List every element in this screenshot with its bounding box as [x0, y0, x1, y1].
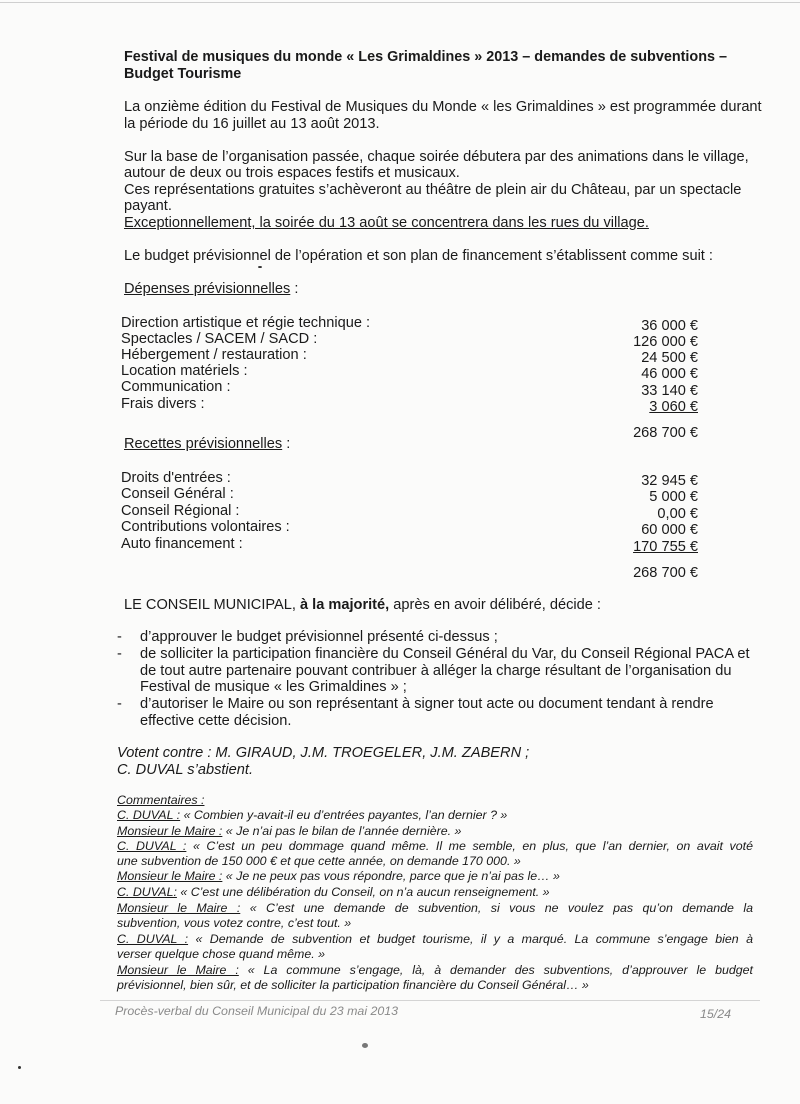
revenue-label: Auto financement : — [121, 536, 243, 552]
list-item-cont: de tout autre partenaire pouvant contribuer à alléger la charge résultant de l’organisation du — [140, 663, 732, 679]
intro-line: La onzième édition du Festival de Musiques du Monde « les Grimaldines » est programmée durant — [124, 99, 762, 115]
comment-entry-cont: une subvention de 150 000 € et que cette année, on demande 170 000. » — [117, 854, 521, 868]
revenue-value: 5 000 € — [649, 489, 698, 505]
comment-entry: C. DUVAL : « C’est un peu dommage quand même. Il me semble, en plus, que l’an dernier, on avait voté — [117, 839, 753, 853]
expenses-heading: Dépenses prévisionnelles : — [124, 281, 299, 297]
comment-entry-cont: prévisionnel, bien sûr, et de solliciter la participation financière du Conseil Général… » — [117, 978, 589, 992]
comment-entry: Monsieur le Maire : « Je n’ai pas le bilan de l’année dernière. » — [117, 824, 462, 838]
revenue-label: Droits d'entrées : — [121, 470, 231, 486]
expense-label: Location matériels : — [121, 363, 248, 379]
revenue-label: Contributions volontaires : — [121, 519, 290, 535]
list-item: d’autoriser le Maire ou son représentant à signer tout acte ou document tendant à rendre — [140, 696, 714, 712]
revenue-value: 0,00 € — [657, 506, 698, 522]
revenue-value: 170 755 € — [633, 539, 698, 555]
organisation-highlight: Exceptionnellement, la soirée du 13 août se concentrera dans les rues du village. — [124, 215, 649, 231]
list-bullet: - — [117, 696, 122, 712]
expense-label: Frais divers : — [121, 396, 205, 412]
list-item: de solliciter la participation financière du Conseil Général du Var, du Conseil Régional PACA et — [140, 646, 750, 662]
comment-entry-cont: subvention, vous votez contre, c’est tout. » — [117, 916, 352, 930]
expenses-total: 268 700 € — [633, 425, 698, 441]
list-bullet: - — [117, 646, 122, 662]
list-item: d’approuver le budget prévisionnel présenté ci-dessus ; — [140, 629, 498, 645]
comment-entry: C. DUVAL: « C’est une délibération du Conseil, on n’a aucun renseignement. » — [117, 885, 550, 899]
scan-edge-line — [0, 2, 800, 3]
expense-label: Direction artistique et régie technique : — [121, 315, 371, 331]
comments-heading: Commentaires : — [117, 793, 205, 807]
vote-result: Votent contre : M. GIRAUD, J.M. TROEGELER, J.M. ZABERN ; — [117, 745, 530, 761]
expense-value: 3 060 € — [649, 399, 698, 415]
revenue-value: 60 000 € — [641, 522, 698, 538]
council-decision: LE CONSEIL MUNICIPAL, à la majorité, après en avoir délibéré, décide : — [124, 597, 601, 613]
budget-intro: Le budget prévisionnel de l’opération et son plan de financement s’établissent comme suit : — [124, 248, 713, 264]
revenues-heading: Recettes prévisionnelles : — [124, 436, 291, 452]
document-title-cont: Budget Tourisme — [124, 66, 242, 82]
comment-entry: Monsieur le Maire : « La commune s’engage, là, à demander des subventions, d’approuver le budget — [117, 963, 753, 977]
comment-entry: Monsieur le Maire : « C’est une demande de subvention, si vous ne voulez pas qu’on demande la — [117, 901, 753, 915]
list-item-cont: Festival de musique « les Grimaldines » ; — [140, 679, 407, 695]
comment-entry: Monsieur le Maire : « Je ne peux pas vous répondre, parce que je n’ai pas le… » — [117, 869, 560, 883]
expense-value: 36 000 € — [641, 318, 698, 334]
organisation-line: Sur la base de l’organisation passée, chaque soirée débutera par des animations dans le village, — [124, 149, 749, 165]
expense-value: 126 000 € — [633, 334, 698, 350]
scan-speck — [18, 1066, 21, 1069]
revenues-total: 268 700 € — [633, 565, 698, 581]
intro-line: la période du 16 juillet au 13 août 2013. — [124, 116, 380, 132]
document-title: Festival de musiques du monde « Les Grimaldines » 2013 – demandes de subventions – — [124, 49, 728, 65]
revenue-value: 32 945 € — [641, 473, 698, 489]
list-item-cont: effective cette décision. — [140, 713, 292, 729]
scan-speck — [362, 1043, 368, 1048]
revenue-label: Conseil Général : — [121, 486, 234, 502]
comment-entry: C. DUVAL : « Demande de subvention et budget tourisme, il y a marqué. La commune s’engage bien à — [117, 932, 753, 946]
expense-value: 33 140 € — [641, 383, 698, 399]
expense-label: Hébergement / restauration : — [121, 347, 307, 363]
page-number: 15/24 — [699, 1007, 731, 1021]
list-bullet: - — [117, 629, 122, 645]
expense-label: Spectacles / SACEM / SACD : — [121, 331, 318, 347]
expense-value: 46 000 € — [641, 366, 698, 382]
organisation-line: autour de deux ou trois espaces festifs et musicaux. — [124, 165, 460, 181]
footer-rule — [100, 1000, 760, 1001]
expense-value: 24 500 € — [641, 350, 698, 366]
comment-entry: C. DUVAL : « Combien y-avait-il eu d’entrées payantes, l’an dernier ? » — [117, 808, 508, 822]
organisation-line: payant. — [124, 198, 172, 214]
vote-abstention: C. DUVAL s’abstient. — [117, 762, 254, 778]
scan-speck — [258, 266, 262, 268]
expense-label: Communication : — [121, 379, 231, 395]
revenue-label: Conseil Régional : — [121, 503, 240, 519]
organisation-line: Ces représentations gratuites s’achèveront au théâtre de plein air du Château, par un spectacle — [124, 182, 742, 198]
footer-text: Procès-verbal du Conseil Municipal du 23 mai 2013 — [115, 1004, 399, 1018]
comment-entry-cont: verser quelque chose quand même. » — [117, 947, 326, 961]
